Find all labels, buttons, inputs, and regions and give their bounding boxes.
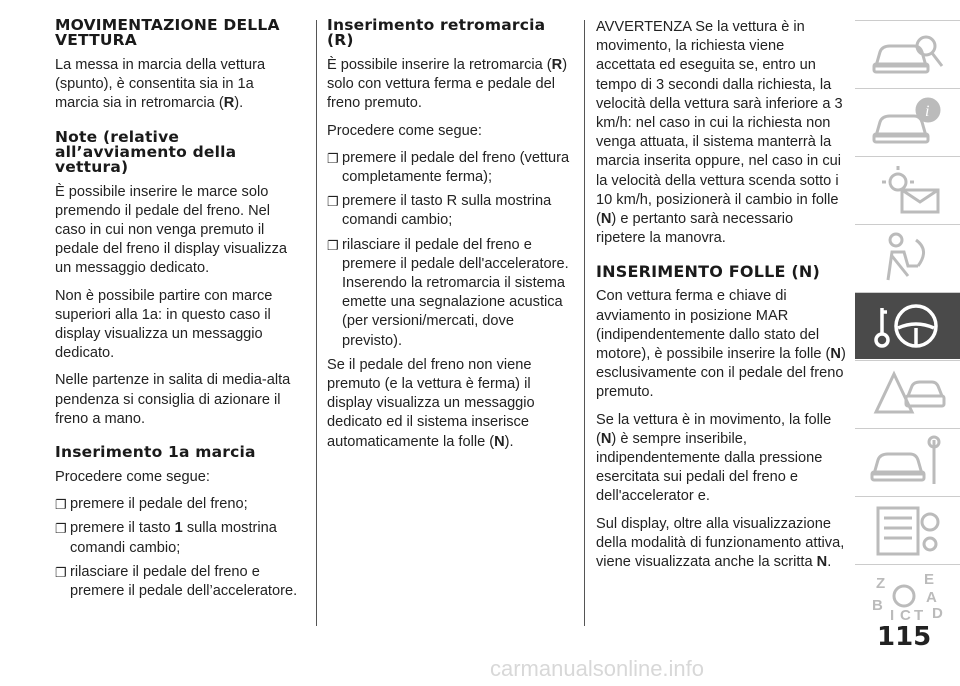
car-info-icon <box>868 94 948 150</box>
list-item: ❐ premere il pedale del freno; <box>55 495 300 514</box>
warning-lights-icon <box>868 162 948 218</box>
svg-text:E: E <box>923 571 934 588</box>
heading-note-avviamento: Note (relative all’avviamento della vettura) <box>55 127 237 176</box>
paragraph: È possibile inserire la retromarcia (R) solo con vettura ferma e pedale del freno premuto. <box>327 57 568 112</box>
paragraph: Con vettura ferma e chiave di avviamento in posizione MAR (indipendentemente dallo stato del motore), è possibile inserire la folle (N) esclusivamente con il pedale del freno premuto. <box>596 288 846 401</box>
warning-paragraph: AVVERTENZA Se la vettura è in movimento, la richiesta viene accettata ed eseguita se, entro un tempo di 3 secondi dalla richiesta, la velocità della vettura sarà inferiore a 3 km/h: nel caso in cui la richiesta non venga attuata, il sistema manterrà la marcia inserita oppure, nel caso in cui la velocità della vettura scenda sotto i 10 km/h, posizionerà il cambio in folle (N) e pertanto sarà necessario ripetere la manovra. <box>596 19 843 247</box>
checkbox-bullet-icon: ❐ <box>55 497 67 513</box>
checkbox-bullet-icon: ❐ <box>55 521 67 537</box>
paragraph: La messa in marcia della vettura (spunto), è consentita sia in 1a marcia sia in retromarcia (R). <box>55 57 266 112</box>
heading-inserimento-1a-marcia: Inserimento 1a marcia <box>55 443 256 462</box>
paragraph: Procedere come segue: <box>327 122 482 139</box>
tab-safety[interactable] <box>855 224 960 291</box>
list-item: ❐ premere il tasto R sulla mostrina comandi cambio; <box>327 193 552 229</box>
tab-car-search[interactable] <box>855 20 960 87</box>
watermark: carmanualsonline.info <box>490 656 705 681</box>
column-2 <box>327 18 577 460</box>
svg-text:B: B <box>871 597 883 614</box>
column-1 <box>55 18 300 606</box>
checkbox-bullet-icon: ❐ <box>327 194 339 210</box>
heading-inserimento-retromarcia: Inserimento retromarcia (R) <box>327 16 546 49</box>
car-maintenance-icon <box>868 434 948 490</box>
list-item: ❐ rilasciare il pedale del freno e premere il pedale dell'acceleratore. Inserendo la retromarcia il sistema emette una segnalazione acustica (per versioni/mercati, dove previsto). <box>327 236 569 349</box>
list-item: ❐ rilasciare il pedale del freno e premere il pedale dell’acceleratore. <box>55 563 298 600</box>
paragraph: Procedere come segue: <box>55 469 210 486</box>
technical-data-icon <box>868 502 948 558</box>
checkbox-bullet-icon: ❐ <box>55 564 67 580</box>
section-heading-movimentazione: MOVIMENTAZIONE DELLA VETTURA <box>55 16 280 49</box>
page-number: 115 <box>877 622 932 652</box>
steering-key-icon <box>868 298 948 354</box>
svg-text:A: A <box>925 589 937 606</box>
tab-warning-lights[interactable] <box>855 156 960 223</box>
road-emergency-icon <box>868 366 948 422</box>
tab-car-info[interactable] <box>855 88 960 155</box>
safety-airbag-icon <box>868 230 948 286</box>
svg-text:D: D <box>931 605 943 622</box>
tab-maintenance[interactable] <box>855 428 960 495</box>
chapter-sidebar <box>855 20 960 632</box>
tab-technical-data[interactable] <box>855 496 960 563</box>
alphabetical-index-icon <box>868 570 948 626</box>
tab-index[interactable] <box>855 564 960 631</box>
car-search-icon <box>868 26 948 82</box>
column-divider <box>316 20 317 626</box>
tab-emergency[interactable] <box>855 360 960 427</box>
svg-text:I: I <box>889 607 894 624</box>
tab-starting-driving[interactable] <box>855 292 960 359</box>
heading-inserimento-folle: INSERIMENTO FOLLE (N) <box>596 262 821 282</box>
column-3 <box>596 18 846 580</box>
svg-text:C: C <box>899 607 911 624</box>
paragraph: Se il pedale del freno non viene premuto (e la vettura è ferma) il display visualizza un messaggio dedicato ed il sistema inserisce automaticamente la folle (N). <box>327 356 535 450</box>
list-item: ❐ premere il pedale del freno (vettura completamente ferma); <box>327 149 570 186</box>
paragraph: Sul display, oltre alla visualizzazione della modalità di funzionamento attiva, viene visualizzata anche la scritta N. <box>596 515 845 571</box>
paragraph: È possibile inserire le marce solo premendo il pedale del freno. Nel caso in cui non venga premuto il pedale del freno il display visualizza un messaggio dedicato. <box>55 183 288 277</box>
svg-text:T: T <box>913 607 923 624</box>
list-item: ❐ premere il tasto 1 sulla mostrina comandi cambio; <box>55 520 277 556</box>
paragraph: Nelle partenze in salita di media-alta pendenza si consiglia di azionare il freno a mano. <box>55 372 291 427</box>
svg-text:Z: Z <box>875 575 885 592</box>
paragraph: Se la vettura è in movimento, la folle (N) è sempre inseribile, indipendentemente dalla pressione esercitata sui pedali del freno e dell'accelerator e. <box>596 411 832 505</box>
checkbox-bullet-icon: ❐ <box>327 237 339 253</box>
checkbox-bullet-icon: ❐ <box>327 150 339 166</box>
paragraph: Non è possibile partire con marce superiori alla 1a: in questo caso il display visualizza un messaggio dedicato. <box>55 287 273 362</box>
svg-text:i: i <box>924 103 929 120</box>
column-divider <box>584 20 585 626</box>
